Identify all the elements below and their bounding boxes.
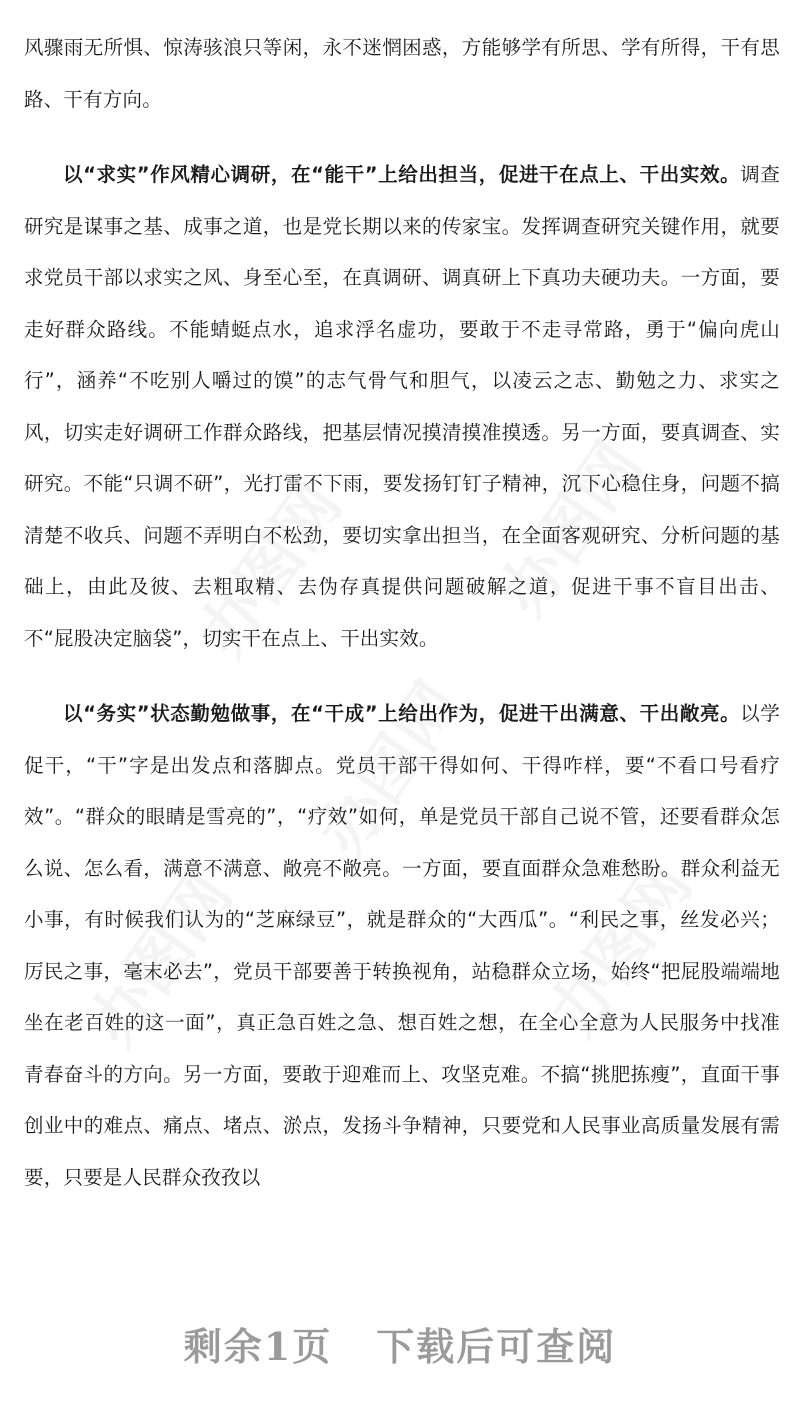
paragraph-continuation: 风骤雨无所惧、惊涛骇浪只等闲，永不迷惘困惑，方能够学有所思、学有所得，干有思路、干有方向。 [24,36,780,111]
paragraph-gap [24,664,780,688]
paragraph-heading: 以“务实”状态勤勉做事，在“干成”上给出作为，促进干出满意、干出敞亮。 [63,702,741,725]
remaining-pages-label: 剩余1页 [183,1324,333,1369]
paragraph-gap [24,125,780,149]
paragraph-text: 以学促干，“干”字是出发点和落脚点。党员干部干得如何、干得咋样，要“不看口号看疗效”。“群众的眼睛是雪亮的”，“疗效”如何，单是党员干部自己说不管，还要看群众怎么说、怎么看，满意不满意、敞亮不敞亮。一方面，要直面群众急难愁盼。群众利益无小事，有时候我们认为的“芝麻绿豆”，就是群众的“大西瓜”。“利民之事，丝发必兴； 厉民之事，毫末必去”，党员干部要善于转换视角，站稳群众立场，始终“把屁股端端地坐在老百姓的这一面”，真正急百姓之急、想百姓之想，在全心全意为人民服务中找准青春奋斗的方向。另一方面，要敢于迎难而上、攻坚克难。不搞“挑肥拣瘦”，直面干事创业中的难点、痛点、堵点、淤点，发扬斗争精神，只要党和人民事业高质量发展有需要，只要是人民群众孜孜以 [24,702,780,1189]
paragraph-seek-truth [24,149,780,664]
download-prompt-banner[interactable] [0,1316,800,1371]
download-to-view-label[interactable]: 下载后可查阅 [376,1324,617,1369]
document-body [24,22,780,1203]
paragraph-heading: 以“求实”作风精心调研，在“能干”上给出担当，促进干在点上、干出实效。 [63,163,741,186]
paragraph-text: 调查研究是谋事之基、成事之道，也是党长期以来的传家宝。发挥调查研究关键作用，就要求党员干部以求实之风、身至心至，在真调研、调真研上下真功夫硬功夫。一方面，要走好群众路线。不能蜻蜓点水，追求浮名虚功，要敢于不走寻常路，勇于“偏向虎山行”，涵养“不吃别人嚼过的馍”的志气骨气和胆气，以凌云之志、勤勉之力、求实之风，切实走好调研工作群众路线，把基层情况摸清摸准摸透。另一方面，要真调查、实研究。不能“只调不研”，光打雷不下雨，要发扬钉钉子精神，沉下心稳住身，问题不搞清楚不收兵、问题不弄明白不松劲，要切实拿出担当，在全面客观研究、分析问题的基础上，由此及彼、去粗取精、去伪存真提供问题破解之道，促进干事不盲目出击、不“屁股决定脑袋”，切实干在点上、干出实效。 [24,163,780,650]
paragraph-pragmatic [24,688,780,1203]
